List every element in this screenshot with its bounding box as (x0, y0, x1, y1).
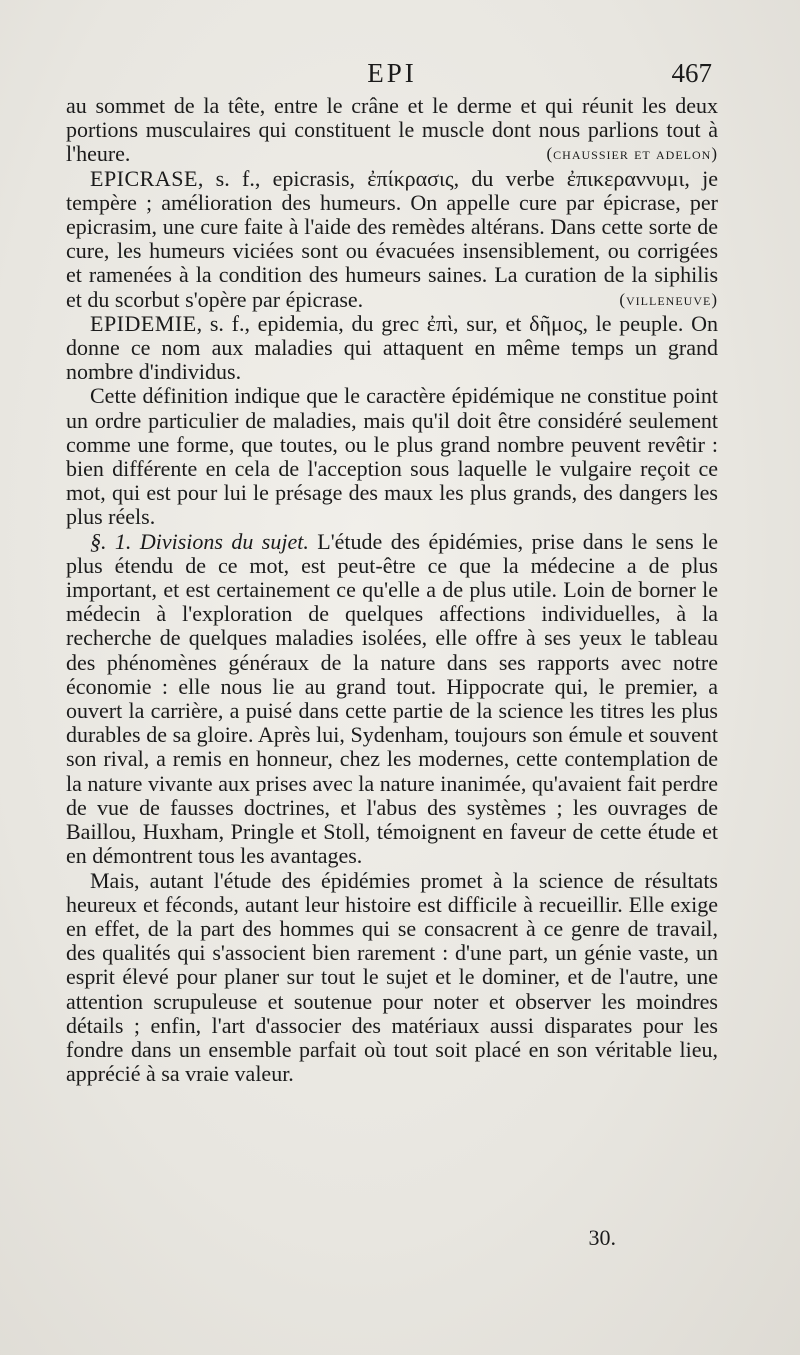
paragraph-history (66, 869, 718, 1087)
page-header (66, 58, 718, 98)
paragraph-text: Cette définition indique que le caractère épidémique ne constitue point un ordre particulier de maladies, mais qu'il doit être considéré seulement comme une forme, que toutes, ou le plus grand nombre peuvent revêtir : bien différente en cela de l'acception sous laquelle le vulgaire reçoit ce mot, qui est pour lui le présage des maux les plus grands, des dangers les plus réels. (66, 383, 718, 530)
paragraph-definition (66, 384, 718, 529)
paragraph-continuation (66, 94, 718, 167)
paragraph-text: , s. f., epicrasis, ἐπίκρασις, du verbe ἐπικεραννυμι, je tempère ; amélioration des humeurs. On appelle cure par épicrase, per epicrasim, une cure faite à l'aide des remèdes altérans. Dans cette sorte de cure, les humeurs viciées sont ou évacuées insensiblement, ou corrigées et ramenées à la condition des humeurs saines. La curation de la siphilis et du scorbut s'opère par épicrase. (66, 165, 718, 312)
entry-headword: EPICRASE (90, 165, 198, 191)
page-body (66, 94, 718, 1086)
paragraph-text: L'étude des épidémies, prise dans le sens le plus étendu de ce mot, est peut-être ce que la médecine a de plus important, et est certainement ce qu'elle a de plus utile. Loin de borner le médecin à l'exploration de quelques affections individuelles, à la recherche de quelques maladies isolées, elle offre à ses yeux le tableau des phénomènes généraux de la nature dans ses rapports avec notre économie : elle nous lie au grand tout. Hippocrate qui, le premier, a ouvert la carrière, a puisé dans cette partie de la science les titres les plus durables de sa gloire. Après lui, Sydenham, toujours son émule et souvent son rival, a remis en honneur, chez les modernes, cette contemplation de la nature vivante aux prises avec la nature inanimée, qu'avaient fait perdre de vue de fausses doctrines, et l'abus des systèmes ; les ouvrages de Baillou, Huxham, Pringle et Stoll, témoignent en faveur de cette étude et en démontrent tous les avantages. (66, 528, 718, 869)
entry-epicrase (66, 167, 718, 312)
paragraph-section-1 (66, 530, 718, 869)
entry-headword: EPIDEMIE (90, 310, 197, 336)
running-head: EPI (367, 58, 417, 88)
signature-mark: 30. (588, 1225, 616, 1250)
entry-epidemie (66, 312, 718, 385)
paragraph-text: au sommet de la tête, entre le crâne et le derme et qui réunit les deux portions musculaires qui constituent le muscle dont nous parlions tout à l'heure. (66, 93, 718, 167)
author-signature: (villeneuve) (619, 289, 718, 309)
section-heading: §. 1. Divisions du sujet. (90, 528, 309, 554)
page-number: 467 (671, 58, 712, 88)
paragraph-text: , s. f., epidemia, du grec ἐπὶ, sur, et δῆμος, le peuple. On donne ce nom aux maladies qui attaquent en même temps un grand nombre d'individus. (66, 310, 718, 385)
author-signature: (chaussier et adelon) (546, 144, 718, 164)
paragraph-text: Mais, autant l'étude des épidémies promet à la science de résultats heureux et féconds, autant leur histoire est difficile à recueillir. Elle exige en effet, de la part des hommes qui se consacrent à ce genre de travail, des qualités qui s'associent bien rarement : d'une part, un génie vaste, un esprit élevé pour planer sur tout le sujet et le dominer, et de l'autre, une attention scrupuleuse et soutenue pour noter et observer les moindres détails ; enfin, l'art d'associer des matériaux aussi disparates pour les fondre dans un ensemble parfait où tout soit placé en son véritable lieu, apprécié à sa vraie valeur. (66, 867, 718, 1087)
